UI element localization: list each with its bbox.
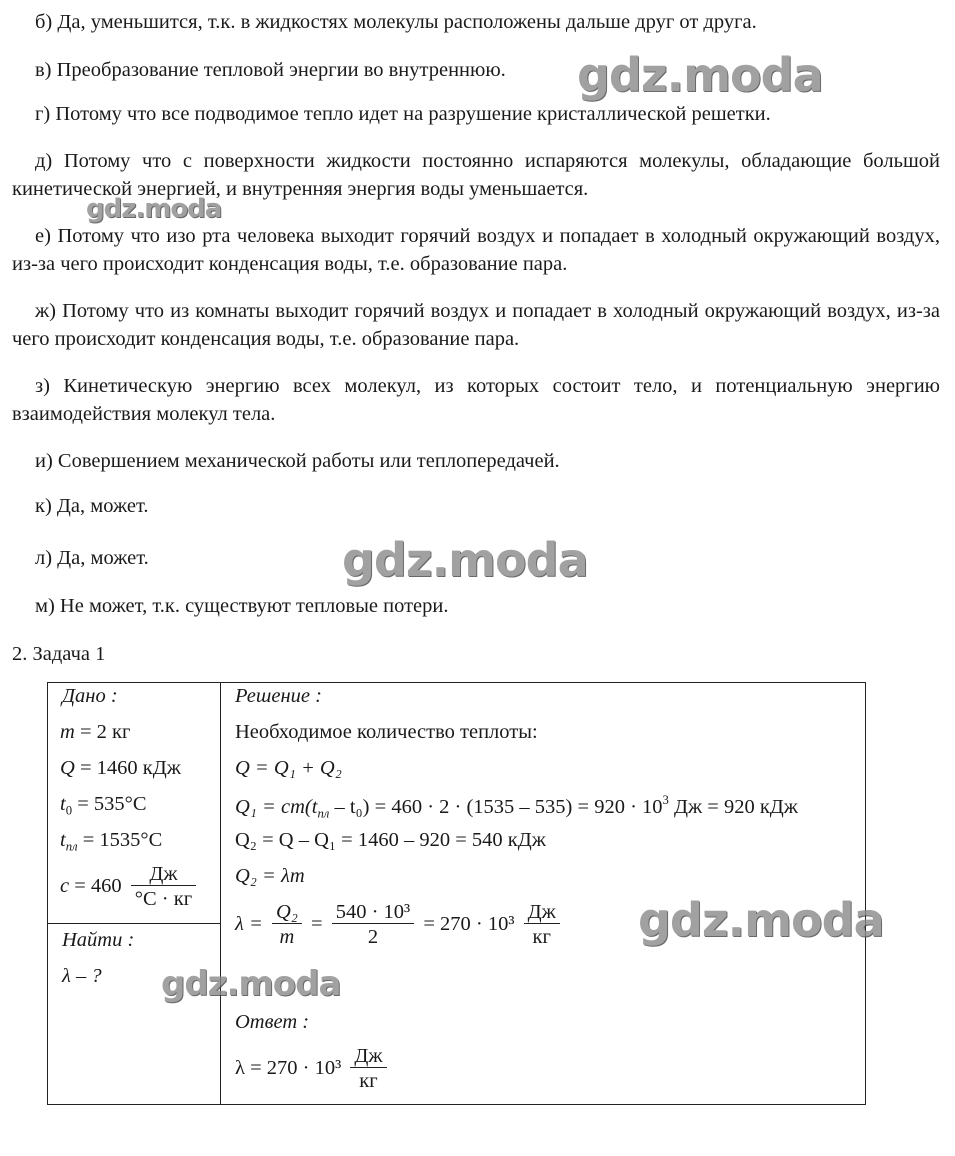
equation-3: Q₂ = Q – Q₁ = 1460 – 920 = 540 кДж xyxy=(235,829,546,851)
answer-zh: ж) Потому что из комнаты выходит горячий воздух и попадает в холодный окружающий воздух, из-за чего происходит конденсация воды, т.е. образование пара. xyxy=(12,300,940,350)
table-divider-vertical xyxy=(220,683,221,1104)
given-heading: Дано : xyxy=(62,685,118,707)
fraction-540-over-2: $\frac{\text{540 · 10³}}{2}$ xyxy=(332,901,414,950)
equation-1: Q = Q₁ + Q₂ xyxy=(235,757,342,779)
task-heading: 2. Задача 1 xyxy=(12,643,106,665)
answer-z: з) Кинетическую энергию всех молекул, из которых состоит тело, и потенциальную энергию взаимодействия молекул тела. xyxy=(12,375,940,425)
answer-e: е) Потому что изо рта человека выходит горячий воздух и попадает в холодный окружающий воздух, из-за чего происходит конденсация воды, т.е. образование пара. xyxy=(12,225,940,275)
answer-g: г) Потому что все подводимое тепло идет на разрушение кристаллической решетки. xyxy=(35,103,771,125)
given-heat: Q = 1460 кДж xyxy=(60,757,181,779)
table-divider-horizontal xyxy=(48,923,220,924)
lambda-unit-fraction: $\frac{Дж}{кг}$ xyxy=(524,901,560,950)
answer-l: л) Да, может. xyxy=(35,547,149,569)
given-c: c = 460 $\frac{Дж}{^\circ С \cdot кг}$ xyxy=(60,863,200,912)
watermark-logo: gdz.moda xyxy=(86,194,222,224)
c-unit-fraction: $\frac{Дж}{^\circ С \cdot кг}$ xyxy=(131,863,196,912)
fraction-q2-over-m: $\frac{\text{Q₂}}{m}$ xyxy=(272,901,302,950)
given-t0: $t_0 = 535^\circ С$ xyxy=(60,793,147,818)
answer-i: и) Совершением механической работы или теплопередачей. xyxy=(35,450,560,472)
answer-unit-fraction: $\frac{Дж}{кг}$ xyxy=(350,1045,386,1094)
equation-2: $Q_1 = cm(t_{пл} - t_0) = 460 \cdot 2 \cdot (1535 - 535) = 920 \cdot 10^3$ Дж = 920 кДж xyxy=(235,793,798,821)
solution-intro: Необходимое количество теплоты: xyxy=(235,721,538,743)
answer-b: б) Да, уменьшится, т.к. в жидкостях молекулы расположены дальше друг от друга. xyxy=(35,11,757,33)
answer-m: м) Не может, т.к. существуют тепловые потери. xyxy=(35,595,449,617)
answer-d: д) Потому что с поверхности жидкости постоянно испаряются молекулы, обладающие большой кинетической энергией, и внутренняя энергия воды уменьшается. xyxy=(12,150,940,200)
solution-heading: Решение : xyxy=(235,685,322,707)
watermark-logo: gdz.moda xyxy=(161,964,341,1004)
watermark-logo: gdz.moda xyxy=(577,48,823,102)
watermark-logo: gdz.moda xyxy=(342,533,588,587)
given-mass: m = 2 кг xyxy=(60,721,131,743)
equation-5: λ = $\frac{\text{Q₂}}{m}$ = $\frac{\text{540 · 10³}}{2}$ = 270 · 10³ $\frac{Дж}{кг}$ xyxy=(235,901,564,950)
answer-expr: λ = 270 · 10³ $\frac{Дж}{кг}$ xyxy=(235,1045,391,1094)
find-expr: λ – ? xyxy=(62,965,102,987)
answer-v: в) Преобразование тепловой энергии во внутреннюю. xyxy=(35,59,506,81)
given-tpl: $t_{пл} = 1535^\circ С$ xyxy=(60,829,163,854)
equation-4: Q₂ = λm xyxy=(235,865,305,887)
answer-heading: Ответ : xyxy=(235,1011,310,1033)
answer-k: к) Да, может. xyxy=(35,495,149,517)
find-heading: Найти : xyxy=(62,929,135,951)
watermark-logo: gdz.moda xyxy=(638,893,884,947)
